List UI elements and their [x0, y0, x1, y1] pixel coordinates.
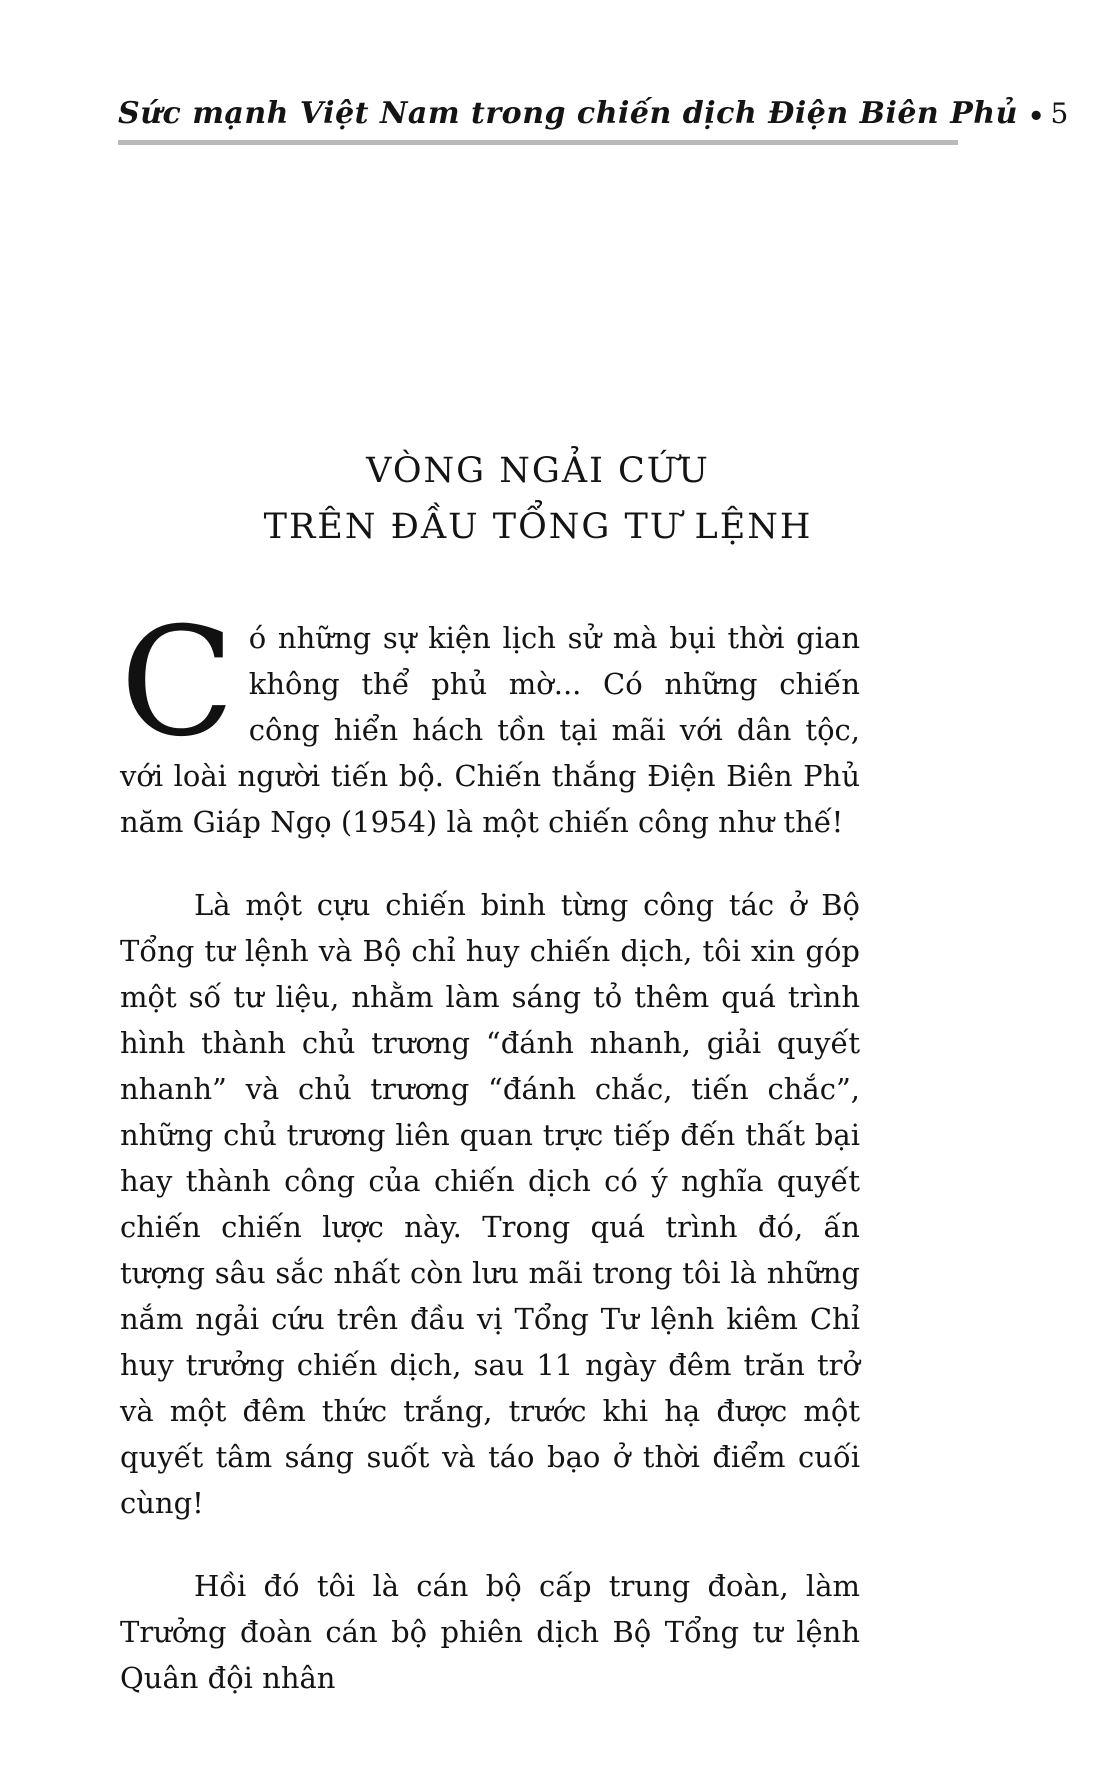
- paragraph-1: [120, 596, 860, 845]
- header-divider-rule: [118, 140, 958, 145]
- chapter-title-line1: VÒNG NGẢI CỨU: [366, 451, 710, 491]
- body-text: [120, 596, 860, 1701]
- chapter-title: [118, 443, 958, 555]
- page-number: 5: [1050, 97, 1069, 130]
- running-header: [118, 0, 1069, 132]
- paragraph-2: Là một cựu chiến binh từng công tác ở Bộ Tổng tư lệnh và Bộ chỉ huy chiến dịch, tôi xin góp một số tư liệu, nhằm làm sáng tỏ thêm quá trình hình thành chủ trương “đánh nhanh, giải quyết nhanh” và chủ trương “đánh chắc, tiến chắc”, những chủ trương liên quan trực tiếp đến thất bại hay thành công của chiến dịch có ý nghĩa quyết chiến chiến lược này. Trong quá trình đó, ấn tượng sâu sắc nhất còn lưu mãi trong tôi là những nắm ngải cứu trên đầu vị Tổng Tư lệnh kiêm Chỉ huy trưởng chiến dịch, sau 11 ngày đêm trăn trở và một đêm thức trắng, trước khi hạ được một quyết tâm sáng suốt và táo bạo ở thời điểm cuối cùng!: [120, 888, 860, 1520]
- paragraph-1-text: ó những sự kiện lịch sử mà bụi thời gian không thể phủ mờ... Có những chiến công hiển hách tồn tại mãi với dân tộc, với loài người tiến bộ. Chiến thắng Điện Biên Phủ năm Giáp Ngọ (1954) là một chiến công như thế!: [120, 621, 860, 839]
- paragraph-3: Hồi đó tôi là cán bộ cấp trung đoàn, làm Trưởng đoàn cán bộ phiên dịch Bộ Tổng tư lệnh Quân đội nhân: [120, 1569, 860, 1695]
- chapter-title-line2: TRÊN ĐẦU TỔNG TƯ LỆNH: [263, 507, 813, 547]
- header-bullet-separator: •: [1027, 102, 1045, 132]
- running-header-title: Sức mạnh Việt Nam trong chiến dịch Điện Biên Phủ: [118, 96, 1018, 131]
- drop-cap: C: [120, 596, 235, 770]
